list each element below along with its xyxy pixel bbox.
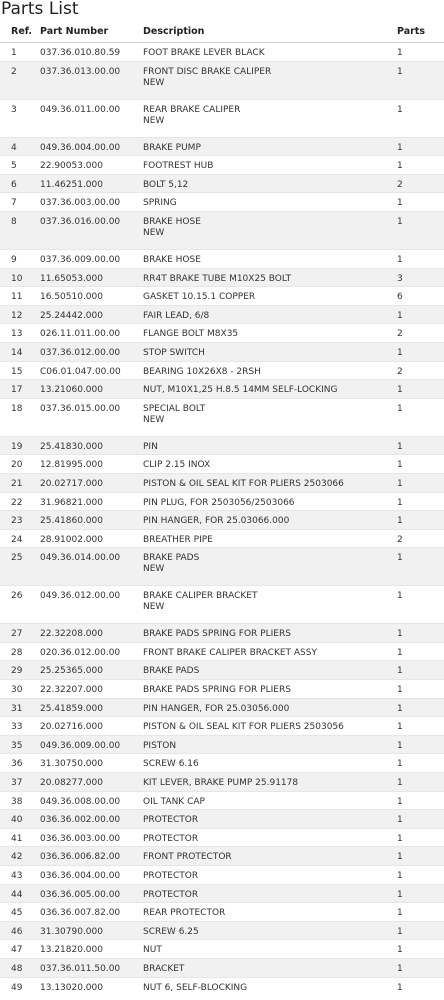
description-text: SPECIAL BOLT [143,403,206,414]
cell-ref: 41 [0,828,30,847]
table-row [0,249,444,268]
cell-part-number: 049.36.014.00.00 [30,548,132,586]
cell-part-number: 28.91002.000 [30,529,132,548]
page-title: Parts List [1,0,79,19]
description-note: NEW [143,602,165,613]
cell-ref: 21 [0,473,30,492]
description-text: CLIP 2.15 INOX [143,460,211,471]
cell-parts-qty: 1 [386,492,444,511]
description-text: BEARING 10X26X8 - 2RSH [143,366,261,377]
cell-description [132,268,386,287]
cell-parts-qty: 2 [386,174,444,193]
cell-parts-qty: 1 [386,810,444,829]
table-row [0,174,444,193]
cell-part-number: 20.02717.000 [30,473,132,492]
cell-ref: 35 [0,735,30,754]
description-note: NEW [143,564,165,575]
cell-part-number: 020.36.012.00.00 [30,642,132,661]
cell-ref: 26 [0,586,30,624]
table-row [0,548,444,586]
table-row [0,361,444,380]
cell-parts-qty: 1 [386,773,444,792]
description-text: NUT, M10X1,25 H.8.5 14MM SELF-LOCKING [143,385,338,396]
cell-part-number: 037.36.003.00.00 [30,193,132,212]
cell-parts-qty: 1 [386,828,444,847]
table-header-row [0,20,444,43]
cell-part-number: 22.32207.000 [30,680,132,699]
cell-part-number: 026.11.011.00.00 [30,324,132,343]
cell-description [132,436,386,455]
cell-parts-qty: 1 [386,903,444,922]
cell-parts-qty: 2 [386,529,444,548]
description-text: FOOT BRAKE LEVER BLACK [143,48,265,58]
cell-description [132,828,386,847]
table-row [0,884,444,903]
cell-ref: 38 [0,791,30,810]
cell-part-number: 037.36.016.00.00 [30,211,132,249]
cell-ref: 14 [0,342,30,361]
cell-ref: 33 [0,717,30,736]
cell-part-number: 049.36.008.00.00 [30,791,132,810]
cell-ref: 44 [0,884,30,903]
cell-ref: 6 [0,174,30,193]
cell-ref: 22 [0,492,30,511]
table-row [0,398,444,436]
table-row [0,810,444,829]
cell-part-number: 13.13020.000 [30,977,132,996]
cell-ref: 19 [0,436,30,455]
cell-part-number: 25.41859.000 [30,698,132,717]
cell-description [132,174,386,193]
description-text: GASKET 10.15.1 COPPER [143,292,256,303]
table-row [0,137,444,156]
cell-parts-qty: 1 [386,380,444,399]
cell-description [132,380,386,399]
description-text: BRAKE PUMP [143,142,201,153]
cell-parts-qty: 1 [386,137,444,156]
cell-ref: 2 [0,61,30,99]
table-row [0,735,444,754]
cell-part-number: 25.25365.000 [30,661,132,680]
description-text: BRAKE HOSE [143,254,201,265]
table-row [0,529,444,548]
cell-parts-qty: 1 [386,305,444,324]
description-note: NEW [143,414,165,425]
cell-part-number: 037.36.012.00.00 [30,342,132,361]
cell-description [132,193,386,212]
table-row [0,99,444,137]
cell-description [132,847,386,866]
cell-part-number: 22.90053.000 [30,156,132,175]
cell-parts-qty: 6 [386,287,444,306]
description-text: RR4T BRAKE TUBE M10X25 BOLT [143,273,292,284]
cell-description [132,884,386,903]
cell-parts-qty: 1 [386,958,444,977]
description-text: PISTON & OIL SEAL KIT FOR PLIERS 2503056 [143,722,344,733]
cell-parts-qty: 1 [386,455,444,474]
cell-ref: 9 [0,249,30,268]
cell-ref: 10 [0,268,30,287]
description-text: FRONT PROTECTOR [143,852,232,863]
description-text: PROTECTOR [143,815,199,826]
cell-description [132,137,386,156]
cell-part-number: 25.41860.000 [30,511,132,530]
cell-ref: 46 [0,921,30,940]
cell-description [132,735,386,754]
cell-ref: 3 [0,99,30,137]
description-text: PIN [143,441,158,452]
description-text: FLANGE BOLT M8X35 [143,329,239,340]
cell-description [132,754,386,773]
table-row [0,940,444,959]
description-text: FAIR LEAD, 6/8 [143,310,210,321]
table-row [0,342,444,361]
description-text: KIT LEVER, BRAKE PUMP 25.91178 [143,778,299,789]
cell-parts-qty: 1 [386,642,444,661]
cell-description [132,511,386,530]
cell-parts-qty: 1 [386,156,444,175]
cell-parts-qty: 1 [386,735,444,754]
cell-part-number: 20.02716.000 [30,717,132,736]
cell-description [132,455,386,474]
cell-parts-qty: 1 [386,866,444,885]
cell-ref: 37 [0,773,30,792]
cell-part-number: 037.36.011.50.00 [30,958,132,977]
cell-part-number: 037.36.010.80.59 [30,43,132,62]
cell-ref: 13 [0,324,30,343]
table-row [0,305,444,324]
cell-description [132,61,386,99]
table-row [0,156,444,175]
cell-ref: 43 [0,866,30,885]
cell-parts-qty: 1 [386,249,444,268]
cell-ref: 11 [0,287,30,306]
description-text: PROTECTOR [143,871,199,881]
cell-parts-qty: 1 [386,548,444,586]
cell-parts-qty: 1 [386,661,444,680]
table-row [0,436,444,455]
cell-part-number: 31.30750.000 [30,754,132,773]
cell-parts-qty: 1 [386,884,444,903]
table-row [0,680,444,699]
table-row [0,492,444,511]
cell-ref: 17 [0,380,30,399]
cell-part-number: 31.30790.000 [30,921,132,940]
description-text: BOLT 5,12 [143,179,189,190]
cell-part-number: 16.50510.000 [30,287,132,306]
cell-part-number: 13.21820.000 [30,940,132,959]
cell-part-number: 22.32208.000 [30,624,132,643]
cell-description [132,642,386,661]
cell-description [132,211,386,249]
cell-parts-qty: 1 [386,586,444,624]
cell-parts-qty: 1 [386,791,444,810]
cell-ref: 45 [0,903,30,922]
cell-parts-qty: 1 [386,473,444,492]
header-description: Description [132,20,386,43]
cell-part-number: 31.96821.000 [30,492,132,511]
cell-part-number: 049.36.011.00.00 [30,99,132,137]
cell-description [132,249,386,268]
cell-ref: 30 [0,680,30,699]
cell-ref: 7 [0,193,30,212]
cell-ref: 5 [0,156,30,175]
description-text: REAR BRAKE CALIPER [143,104,241,115]
table-row [0,511,444,530]
cell-parts-qty: 1 [386,977,444,996]
table-row [0,773,444,792]
cell-description [132,791,386,810]
cell-description [132,810,386,829]
cell-part-number: 20.08277.000 [30,773,132,792]
table-row [0,698,444,717]
cell-description [132,324,386,343]
table-row [0,921,444,940]
table-row [0,324,444,343]
table-row [0,287,444,306]
cell-ref: 47 [0,940,30,959]
description-text: NUT [143,945,162,956]
cell-part-number: 049.36.004.00.00 [30,137,132,156]
cell-description [132,586,386,624]
description-text: BRAKE HOSE [143,216,201,227]
table-row [0,791,444,810]
description-text: FOOTREST HUB [143,161,214,172]
cell-parts-qty: 1 [386,698,444,717]
table-row [0,380,444,399]
cell-parts-qty: 1 [386,193,444,212]
cell-part-number: 036.36.004.00.00 [30,866,132,885]
cell-parts-qty: 1 [386,921,444,940]
header-parts: Parts [386,20,444,43]
description-text: OIL TANK CAP [143,796,205,807]
description-text: SPRING [143,198,177,209]
cell-description [132,287,386,306]
cell-parts-qty: 1 [386,940,444,959]
description-text: PISTON [143,740,177,751]
cell-description [132,624,386,643]
cell-part-number: 049.36.012.00.00 [30,586,132,624]
cell-ref: 12 [0,305,30,324]
cell-description [132,99,386,137]
cell-description [132,473,386,492]
table-row [0,586,444,624]
table-row [0,903,444,922]
cell-description [132,305,386,324]
table-row [0,661,444,680]
description-text: NUT 6, SELF-BLOCKING [143,982,248,993]
description-text: BRAKE PADS [143,553,200,564]
cell-part-number: 036.36.005.00.00 [30,884,132,903]
cell-ref: 48 [0,958,30,977]
description-text: BRAKE CALIPER BRACKET [143,591,258,602]
description-text: BREATHER PIPE [143,534,213,545]
cell-ref: 29 [0,661,30,680]
cell-part-number: 037.36.013.00.00 [30,61,132,99]
cell-description [132,492,386,511]
cell-part-number: 036.36.003.00.00 [30,828,132,847]
table-row [0,61,444,99]
cell-description [132,773,386,792]
description-text: PROTECTOR [143,833,199,844]
cell-ref: 36 [0,754,30,773]
cell-parts-qty: 1 [386,436,444,455]
cell-parts-qty: 1 [386,99,444,137]
description-note: NEW [143,77,165,88]
cell-part-number: C06.01.047.00.00 [30,361,132,380]
cell-description [132,903,386,922]
cell-part-number: 037.36.009.00.00 [30,249,132,268]
cell-parts-qty: 1 [386,211,444,249]
cell-ref: 23 [0,511,30,530]
description-text: STOP SWITCH [143,347,205,358]
cell-ref: 1 [0,43,30,62]
cell-ref: 42 [0,847,30,866]
table-row [0,717,444,736]
cell-parts-qty: 3 [386,268,444,287]
cell-description [132,698,386,717]
cell-parts-qty: 1 [386,680,444,699]
cell-ref: 18 [0,398,30,436]
description-text: SCREW 6.25 [143,926,199,937]
table-row [0,958,444,977]
description-text: FRONT DISC BRAKE CALIPER [143,66,272,77]
table-row [0,624,444,643]
description-note: NEW [143,227,165,238]
description-text: BRAKE PADS SPRING FOR PLIERS [143,685,291,696]
cell-part-number: 036.36.006.82.00 [30,847,132,866]
description-text: PROTECTOR [143,889,199,900]
cell-part-number: 037.36.015.00.00 [30,398,132,436]
table-row [0,455,444,474]
description-text: BRAKE PADS SPRING FOR PLIERS [143,629,291,640]
cell-parts-qty: 1 [386,717,444,736]
description-text: SCREW 6.16 [143,759,199,770]
cell-part-number: 049.36.009.00.00 [30,735,132,754]
cell-description [132,548,386,586]
cell-parts-qty: 2 [386,324,444,343]
cell-ref: 15 [0,361,30,380]
cell-description [132,717,386,736]
cell-ref: 25 [0,548,30,586]
cell-ref: 24 [0,529,30,548]
cell-description [132,398,386,436]
parts-table-body [0,43,444,996]
cell-description [132,921,386,940]
cell-part-number: 036.36.002.00.00 [30,810,132,829]
cell-description [132,342,386,361]
cell-part-number: 036.36.007.82.00 [30,903,132,922]
cell-parts-qty: 1 [386,847,444,866]
description-text: PIN HANGER, FOR 25.03066.000 [143,516,290,527]
header-ref: Ref. [0,20,30,43]
description-text: REAR PROTECTOR [143,908,226,919]
description-text: PIN HANGER, FOR 25.03056.000 [143,703,290,714]
cell-ref: 49 [0,977,30,996]
cell-ref: 20 [0,455,30,474]
cell-parts-qty: 1 [386,43,444,62]
description-text: FRONT BRAKE CALIPER BRACKET ASSY [143,647,317,658]
cell-part-number: 12.81995.000 [30,455,132,474]
cell-parts-qty: 1 [386,398,444,436]
parts-table [0,20,444,996]
cell-description [132,661,386,680]
table-row [0,211,444,249]
table-row [0,828,444,847]
cell-ref: 4 [0,137,30,156]
table-row [0,642,444,661]
description-text: BRACKET [143,963,185,974]
cell-parts-qty: 1 [386,624,444,643]
cell-parts-qty: 1 [386,342,444,361]
header-part-number: Part Number [30,20,132,43]
cell-part-number: 11.65053.000 [30,268,132,287]
cell-part-number: 13.21060.000 [30,380,132,399]
cell-description [132,680,386,699]
table-row [0,268,444,287]
cell-ref: 28 [0,642,30,661]
cell-part-number: 11.46251.000 [30,174,132,193]
description-text: PIN PLUG, FOR 2503056/2503066 [143,497,295,508]
cell-parts-qty: 1 [386,511,444,530]
cell-description [132,361,386,380]
cell-parts-qty: 1 [386,61,444,99]
cell-ref: 40 [0,810,30,829]
table-row [0,754,444,773]
table-row [0,977,444,996]
table-row [0,847,444,866]
cell-description [132,866,386,885]
cell-description [132,156,386,175]
description-text: PISTON & OIL SEAL KIT FOR PLIERS 2503066 [143,478,344,489]
cell-ref: 27 [0,624,30,643]
cell-ref: 31 [0,698,30,717]
cell-description [132,43,386,62]
cell-parts-qty: 2 [386,361,444,380]
cell-description [132,529,386,548]
table-row [0,193,444,212]
table-row [0,43,444,62]
cell-ref: 8 [0,211,30,249]
description-note: NEW [143,115,165,126]
cell-part-number: 25.24442.000 [30,305,132,324]
table-row [0,473,444,492]
cell-description [132,977,386,996]
cell-description [132,940,386,959]
table-row [0,866,444,885]
cell-part-number: 25.41830.000 [30,436,132,455]
description-text: BRAKE PADS [143,666,200,677]
cell-description [132,958,386,977]
cell-parts-qty: 1 [386,754,444,773]
